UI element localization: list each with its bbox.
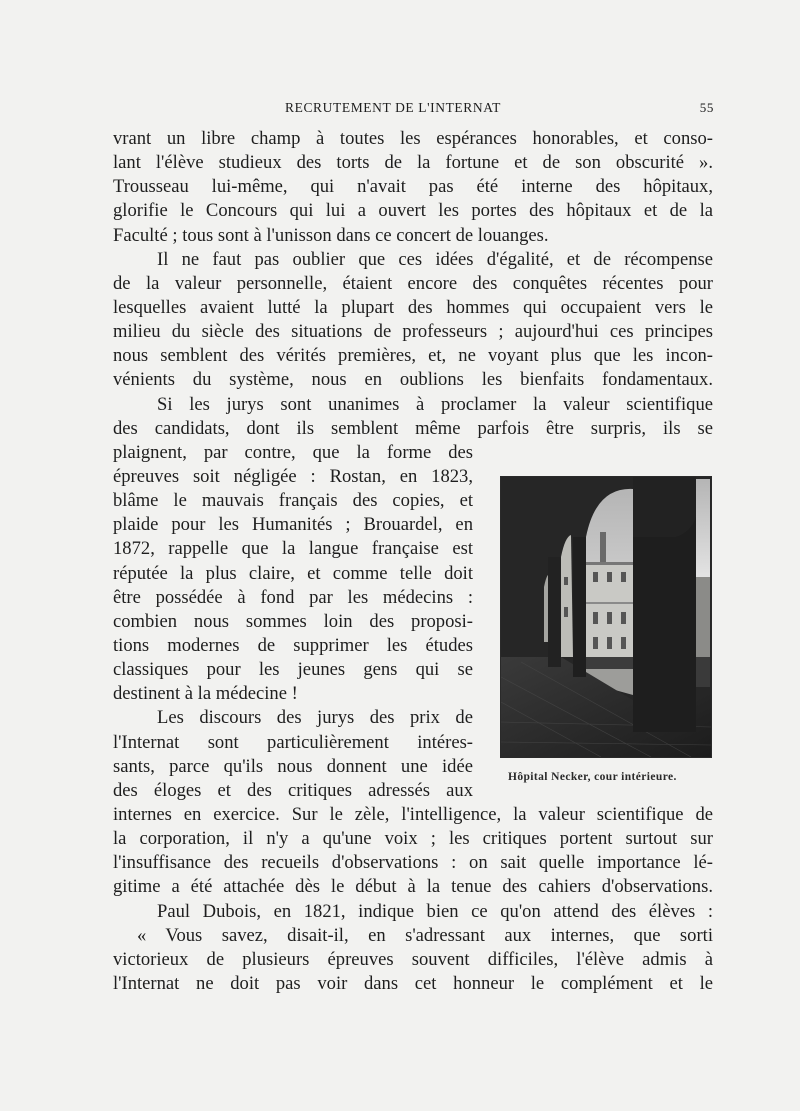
text-line: victorieux de plusieurs épreuves souvent difficiles, l'élève admis à [113, 948, 713, 970]
text-line: la corporation, il n'y a qu'une voix ; les critiques portent surtout sur [113, 828, 713, 850]
text-line: « Vous savez, disait-il, en s'adressant aux internes, que sorti [137, 924, 713, 946]
text-line: tions modernes de supprimer les études [113, 634, 473, 656]
text-line: Si les jurys sont unanimes à proclamer la valeur scientifique [157, 393, 713, 415]
text-line: Les discours des jurys des prix de [157, 707, 473, 729]
figure-caption: Hôpital Necker, cour intérieure. [508, 771, 677, 783]
text-line: milieu du siècle des situations de professeurs ; aujourd'hui ces principes [113, 321, 713, 343]
text-line: réputée la plus claire, et comme telle doit [113, 562, 473, 584]
text-line: Paul Dubois, en 1821, indique bien ce qu'on attend des élèves : [157, 900, 713, 922]
page-number: 55 [699, 100, 714, 115]
text-line: classiques pour les jeunes gens qui se [113, 659, 473, 681]
text-line: 1872, rappelle que la langue française est [113, 538, 473, 560]
text-line: blâme le mauvais français des copies, et [113, 490, 473, 512]
text-line: être possédée à fond par les médecins : [113, 586, 473, 608]
text-line: l'insuffisance des recueils d'observations : on sait quelle importance lé- [113, 852, 713, 874]
text-line: glorifie le Concours qui lui a ouvert les portes des hôpitaux et de la [113, 200, 713, 222]
text-line: combien nous sommes loin des proposi- [113, 610, 473, 632]
text-line: Faculté ; tous sont à l'unisson dans ce concert de louanges. [113, 224, 549, 246]
text-line: destinent à la médecine ! [113, 683, 298, 705]
cloister-photo [500, 476, 712, 758]
text-line: Trousseau lui-même, qui n'avait pas été interne des hôpitaux, [113, 176, 713, 198]
running-title: RECRUTEMENT DE L'INTERNAT [285, 100, 501, 115]
text-line: internes en exercice. Sur le zèle, l'intelligence, la valeur scientifique de [113, 803, 713, 825]
text-line: des éloges et des critiques adressés aux [113, 779, 473, 801]
text-line: plaignent, par contre, que la forme des [113, 441, 473, 463]
text-line: vénients du système, nous en oublions les bienfaits fondamentaux. [113, 369, 713, 391]
text-line: Il ne faut pas oublier que ces idées d'égalité, et de récompense [157, 248, 713, 270]
text-line: plaide pour les Humanités ; Brouardel, en [113, 514, 473, 536]
text-line: vrant un libre champ à toutes les espérances honorables, et conso- [113, 128, 713, 149]
text-line: des candidats, dont ils semblent même parfois être surpris, ils se [113, 417, 713, 439]
text-line: sants, parce qu'ils nous donnent une idée [113, 755, 473, 777]
text-line: l'Internat ne doit pas voir dans cet honneur le complément et le [113, 972, 713, 994]
text-line: de la valeur personnelle, étaient encore des conquêtes récentes pour [113, 272, 713, 294]
figure-photo [500, 476, 712, 758]
text-line: lant l'élève studieux des torts de la fortune et de son obscurité ». [113, 152, 713, 174]
text-line: gitime a été attachée dès le début à la tenue des cahiers d'observations. [113, 876, 713, 898]
text-line: nous semblent des vérités premières, et, ne voyant plus que les incon- [113, 345, 713, 367]
text-line: lesquelles avaient lutté la plupart des hommes qui occupaient vers le [113, 296, 713, 318]
text-line: l'Internat sont particulièrement intéres- [113, 731, 473, 753]
text-line: épreuves soit négligée : Rostan, en 1823, [113, 465, 473, 487]
running-header [113, 100, 713, 120]
